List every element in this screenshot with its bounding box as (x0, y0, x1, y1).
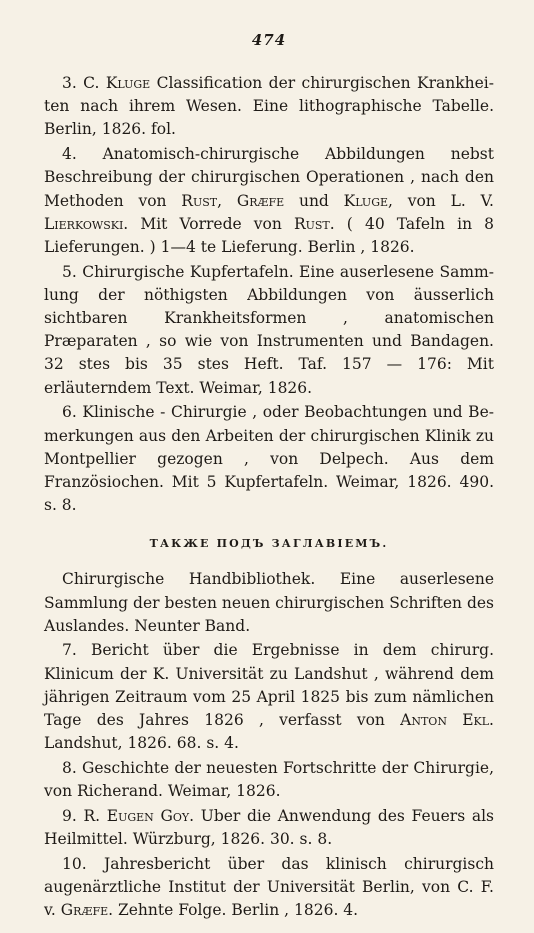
author-name: Kluge (105, 74, 151, 92)
bibliography-entry (44, 72, 494, 142)
entry-text: , (217, 191, 237, 210)
author-name: Rust (293, 214, 330, 233)
entry-text: 3. C. (62, 74, 106, 92)
entries-before-heading (44, 72, 494, 517)
bibliography-entry (44, 853, 494, 923)
entry-text: 10. Jahresbericht über das klinisch chirurgisch augenärztliche Institut der Universität Berlin, von C. F. v. (44, 854, 494, 920)
entry-text: 8. Geschichte der neuesten Fortschritte der Chirurgie, von Richerand. Weimar, 1826. (44, 758, 494, 801)
bibliography-entry (44, 143, 494, 259)
entry-text: 5. Chirurgische Kupfertafeln. Eine auserlesene Sammlung der nöthigsten Abbildungen von äusserlich sichtbaren Krankheitsformen , anatomischen Præparaten , so wie von Instrumenten und Bandagen. 32 stes bis 35 stes Heft. Taf. 157 — 176: Mit erläuterndem Text. Weimar, 1826. (44, 262, 494, 397)
entry-text: Chirurgische Handbibliothek. Eine auserlesene Sammlung der besten neuen chirurgischen Schriften des Auslandes. Neunter Band. (44, 570, 494, 635)
author-name: Græfe (236, 191, 285, 210)
bibliography-entry (44, 639, 494, 755)
entry-text: 7. Bericht über die Ergebnisse in dem chirurg. Klinicum der K. Universität zu Landshut , während dem jährigen Zeitraum vom 25 April 1825 bis zum nämlichen Tage des Jahres 1826 , verfasst von (44, 641, 494, 730)
entry-text: 6. Klinische - Chirurgie , oder Beobachtungen und Bemerkungen aus den Arbeiten der chirurgischen Klinik zu Montpellier gezogen , von Delpech. Aus dem Französiochen. Mit 5 Kupfertafeln. Weimar, 1826. 490. s. 8. (44, 403, 494, 515)
bibliography-entry (44, 757, 494, 803)
bibliography-entry (44, 261, 494, 400)
author-name: Græfe (60, 901, 109, 920)
entry-text: 4. Anatomisch-chirurgische Abbildungen nebst Beschreibung der chirurgischen Operationen , nach den Methoden von (44, 145, 494, 210)
bibliography-entry (44, 805, 494, 851)
entry-text: . Landshut, 1826. 68. s. 4. (44, 711, 494, 753)
section-heading: ТАКЖЕ ПОДЪ ЗАГЛАВIЕМЪ. (149, 537, 389, 551)
entry-text: . Zehnte Folge. Berlin , 1826. 4. (108, 901, 359, 920)
entry-text: . Mit Vorrede von (123, 214, 294, 233)
author-name: Eugen Goy (106, 806, 190, 825)
page-number: 474 (251, 31, 287, 49)
entry-text: , von L. V. (388, 191, 494, 210)
entry-text: . ( 40 Tafeln in 8 Lieferungen. ) 1—4 te Lieferung. Berlin , 1826. (44, 214, 495, 256)
author-name: Kluge (343, 191, 389, 210)
bibliography-entry (44, 568, 494, 638)
entry-text: Classification der chirurgischen Krankheiten nach ihrem Wesen. Eine lithographische Tabelle. Berlin, 1826. fol. (44, 74, 494, 139)
bibliography-entry (44, 401, 494, 517)
bibliography-list (44, 72, 494, 922)
entry-text: 9. R. (62, 806, 107, 825)
entries-after-heading (44, 568, 494, 922)
author-name: Rust (181, 191, 218, 210)
author-name: Anton Ekl (400, 711, 490, 730)
entry-text: . Uber die Anwendung des Feuers als Heilmittel. Würzburg, 1826. 30. s. 8. (44, 806, 494, 849)
entry-text: und (284, 191, 344, 210)
author-name: Lierkowski (44, 214, 124, 233)
